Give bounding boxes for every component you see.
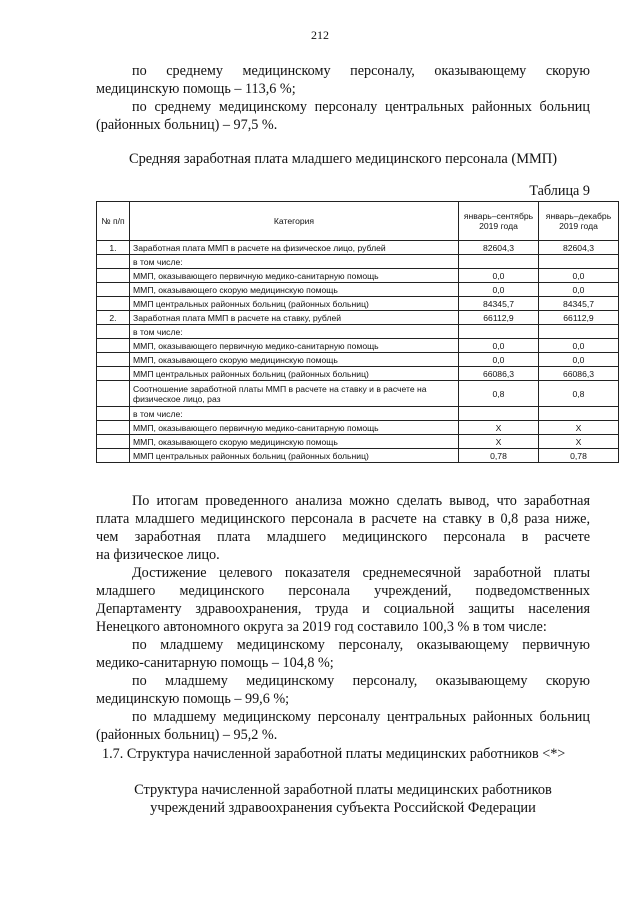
row-value-jan-dec [539,407,619,421]
row-value-jan-sep: X [459,435,539,449]
row-category: ММП, оказывающего скорую медицинскую помощь [130,283,459,297]
row-value-jan-dec: 0,0 [539,339,619,353]
table-label: Таблица 9 [529,183,590,199]
row-value-jan-sep: 0,8 [459,381,539,407]
row-num [97,421,130,435]
row-num [97,381,130,407]
header-jan-sep: январь–сентябрь 2019 года [459,202,539,241]
intro-paragraph-1 [96,62,590,98]
achievement-paragraph [96,564,590,636]
row-num: 2. [97,311,130,325]
row-num [97,297,130,311]
row-value-jan-sep [459,325,539,339]
row-value-jan-sep: X [459,421,539,435]
text-line: младшего медицинского персонала учреждений, подведомственных [96,583,590,599]
row-num [97,339,130,353]
text-line: Департаменту здравоохранения, труда и социальной защиты населения [96,601,590,617]
row-category: в том числе: [130,407,459,421]
text-line: (районных больниц) – 97,5 %. [96,117,278,133]
row-category: ММП, оказывающего скорую медицинскую помощь [130,353,459,367]
row-num [97,407,130,421]
row-num [97,353,130,367]
row-category: в том числе: [130,325,459,339]
table-row [97,421,619,435]
table-row [97,283,619,297]
row-value-jan-sep: 0,0 [459,353,539,367]
table-row [97,325,619,339]
row-value-jan-sep: 0,0 [459,283,539,297]
intro-paragraph-2 [96,98,590,134]
text-line: медицинскую помощь – 113,6 %; [96,81,296,97]
row-category: ММП, оказывающего первичную медико-санитарную помощь [130,269,459,283]
text-line: плата младшего медицинского персонала в расчете на ставку в 0,8 раза ниже, [96,511,590,527]
row-value-jan-sep [459,407,539,421]
row-value-jan-sep: 84345,7 [459,297,539,311]
row-num [97,449,130,463]
table-row [97,407,619,421]
row-category: ММП центральных районных больниц (районных больниц) [130,297,459,311]
text-line: на физическое лицо. [96,547,220,563]
row-value-jan-dec [539,325,619,339]
row-value-jan-dec: 84345,7 [539,297,619,311]
text-line: по младшему медицинскому персоналу, оказывающему первичную [132,637,590,653]
row-category: Заработная плата ММП в расчете на ставку, рублей [130,311,459,325]
row-value-jan-dec: 0,0 [539,269,619,283]
row-num [97,325,130,339]
row-category: Заработная плата ММП в расчете на физическое лицо, рублей [130,241,459,255]
row-value-jan-dec: X [539,435,619,449]
row-value-jan-dec: 0,8 [539,381,619,407]
text-line: Достижение целевого показателя среднемесячной заработной платы [132,565,590,581]
list-item-3 [96,708,590,744]
row-num: 1. [97,241,130,255]
row-num [97,367,130,381]
list-item-1 [96,636,590,672]
structure-title [96,781,590,817]
row-category: Соотношение заработной платы ММП в расчете на ставку и в расчете на физическое лицо, раз [130,381,459,407]
row-category: ММП центральных районных больниц (районных больниц) [130,367,459,381]
conclusion-paragraph [96,492,590,564]
row-value-jan-dec [539,255,619,269]
row-value-jan-dec: X [539,421,619,435]
table-row [97,311,619,325]
row-num [97,255,130,269]
row-num [97,283,130,297]
text-line: по младшему медицинскому персоналу, оказывающему скорую [132,673,590,689]
section-heading: 1.7. Структура начисленной заработной платы медицинских работников <*> [102,746,566,762]
row-num [97,269,130,283]
table-row [97,367,619,381]
row-value-jan-sep: 0,0 [459,339,539,353]
header-num: № п/п [97,202,130,241]
row-value-jan-dec: 82604,3 [539,241,619,255]
row-value-jan-sep: 66086,3 [459,367,539,381]
text-line: по среднему медицинскому персоналу, оказывающему скорую [132,63,590,79]
row-category: ММП, оказывающего скорую медицинскую помощь [130,435,459,449]
header-jan-dec: январь–декабрь 2019 года [539,202,619,241]
salary-table [96,201,619,463]
row-category: ММП, оказывающего первичную медико-санитарную помощь [130,421,459,435]
table-header-row [97,202,619,241]
row-value-jan-sep [459,255,539,269]
table-row [97,241,619,255]
row-value-jan-dec: 66112,9 [539,311,619,325]
text-line: медико-санитарную помощь – 104,8 %; [96,655,334,671]
table-row [97,449,619,463]
text-line: Ненецкого автономного округа за 2019 год составило 100,3 % в том числе: [96,619,547,635]
table-row [97,297,619,311]
table-row [97,381,619,407]
table-title: Средняя заработная плата младшего медицинского персонала (ММП) [128,151,557,167]
table-row [97,353,619,367]
row-category: в том числе: [130,255,459,269]
page-number: 212 [311,28,329,42]
row-value-jan-sep: 82604,3 [459,241,539,255]
row-value-jan-dec: 0,0 [539,353,619,367]
text-line: чем заработная плата младшего медицинского персонала в расчете [96,529,590,545]
text-line: учреждений здравоохранения субъекта Российской Федерации [150,800,536,816]
table-row [97,339,619,353]
text-line: по младшему медицинскому персоналу центральных районных больниц [132,709,590,725]
text-line: (районных больниц) – 95,2 %. [96,727,278,743]
row-category: ММП центральных районных больниц (районных больниц) [130,449,459,463]
list-item-2 [96,672,590,708]
row-value-jan-dec: 0,78 [539,449,619,463]
row-category: ММП, оказывающего первичную медико-санитарную помощь [130,339,459,353]
text-line: Структура начисленной заработной платы медицинских работников [134,782,552,798]
header-category: Категория [130,202,459,241]
row-value-jan-dec: 0,0 [539,283,619,297]
table-row [97,435,619,449]
text-line: По итогам проведенного анализа можно сделать вывод, что заработная [132,493,590,509]
row-value-jan-dec: 66086,3 [539,367,619,381]
row-value-jan-sep: 0,78 [459,449,539,463]
row-num [97,435,130,449]
row-value-jan-sep: 66112,9 [459,311,539,325]
table-row [97,255,619,269]
text-line: по среднему медицинскому персоналу центральных районных больниц [132,99,590,115]
table-row [97,269,619,283]
text-line: медицинскую помощь – 99,6 %; [96,691,290,707]
row-value-jan-sep: 0,0 [459,269,539,283]
